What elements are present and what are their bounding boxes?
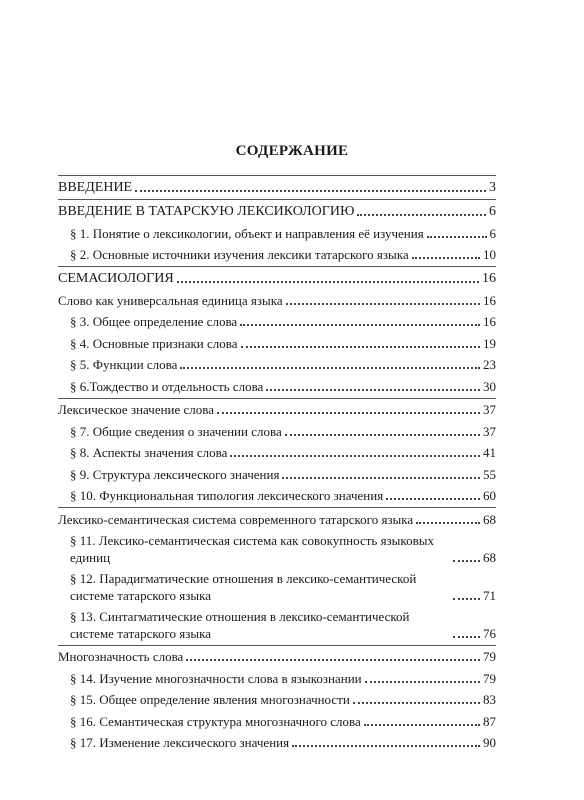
toc-entry[interactable] — [58, 420, 496, 442]
toc-entry-title: § 4. Основные признаки слова — [70, 335, 238, 351]
dot-leader — [453, 598, 480, 600]
toc-entry-title: ВВЕДЕНИЕ В ТАТАРСКУЮ ЛЕКСИКОЛОГИЮ — [58, 204, 355, 219]
toc-entry-page: 83 — [483, 692, 496, 707]
toc-entry-title: § 3. Общее определение слова — [70, 314, 238, 329]
toc-entry-page: 37 — [483, 423, 496, 439]
toc-entry-title: § 15. Общее определение явления многозначности — [70, 692, 350, 707]
dot-leader — [364, 724, 480, 726]
dot-leader — [292, 745, 480, 747]
toc-entry[interactable] — [58, 568, 496, 606]
toc-entry-page: 3 — [489, 180, 496, 195]
toc-entry[interactable] — [58, 354, 496, 376]
toc-entry-title: Лексическое значение слова — [58, 402, 215, 417]
toc-entry-title: § 2. Основные источники изучения лексики татарского языка — [70, 247, 409, 262]
toc-entry-page: 6 — [489, 225, 496, 241]
toc-entry-page: 68 — [483, 511, 496, 527]
dot-leader — [427, 236, 487, 238]
toc-entry[interactable] — [58, 606, 496, 644]
toc-entry[interactable] — [58, 710, 496, 732]
toc-entry-page: 10 — [483, 247, 496, 262]
toc-entry-page: 23 — [483, 357, 496, 372]
toc-entry-title: § 11. Лексико-семантическая система как совокупность языковых единиц — [70, 532, 434, 565]
dot-leader — [453, 560, 480, 562]
toc-entry[interactable] — [58, 375, 496, 397]
toc-entry-title: Многозначность слова — [58, 649, 184, 664]
dot-leader — [180, 367, 480, 369]
toc-entry-title: § 16. Семантическая структура многозначного слова — [70, 713, 361, 729]
toc-entry-page: 68 — [483, 549, 496, 565]
toc-entry[interactable] — [58, 399, 496, 421]
toc-entry-page: 16 — [483, 314, 496, 329]
toc-entry-page: 60 — [483, 488, 496, 503]
dot-leader — [240, 324, 480, 326]
toc-entry-title: § 6.Тождество и отдельность слова — [70, 378, 264, 394]
table-of-contents — [58, 174, 496, 753]
dot-leader — [353, 702, 480, 704]
dot-leader — [135, 190, 486, 192]
toc-entry-title: § 8. Аспекты значения слова — [70, 445, 228, 460]
toc-entry[interactable] — [58, 646, 496, 668]
toc-entry-page: 41 — [483, 445, 496, 460]
dot-leader — [453, 636, 480, 638]
toc-entry-page: 16 — [482, 271, 496, 286]
toc-entry-title: § 12. Парадигматические отношения в лексико-семантической системе татарского языка — [70, 570, 417, 603]
toc-entry-page: 90 — [483, 735, 496, 750]
toc-entry-page: 30 — [483, 378, 496, 394]
toc-entry-title: § 13. Синтагматические отношения в лексико-семантической системе татарского языка — [70, 608, 410, 641]
toc-entry[interactable] — [58, 267, 496, 289]
toc-entry[interactable] — [58, 463, 496, 485]
dot-leader — [230, 455, 480, 457]
dot-leader — [177, 281, 479, 283]
dot-leader — [357, 214, 486, 216]
dot-leader — [286, 303, 480, 305]
toc-entry-title: Слово как универсальная единица языка — [58, 292, 283, 308]
toc-entry[interactable] — [58, 332, 496, 354]
toc-entry-title: СЕМАСИОЛОГИЯ — [58, 271, 174, 286]
toc-entry-title: § 9. Структура лексического значения — [70, 466, 280, 482]
toc-title: СОДЕРЖАНИЕ — [235, 143, 349, 159]
toc-entry[interactable] — [58, 442, 496, 464]
toc-entry-page: 76 — [483, 625, 496, 641]
toc-entry[interactable] — [58, 508, 496, 530]
toc-entry-page: 37 — [483, 402, 496, 417]
toc-entry-title: § 5. Функции слова — [70, 357, 178, 372]
dot-leader — [365, 681, 480, 683]
toc-entry[interactable] — [58, 176, 496, 198]
toc-entry[interactable] — [58, 311, 496, 333]
toc-entry-page: 55 — [483, 466, 496, 482]
toc-entry-page: 71 — [483, 587, 496, 603]
toc-entry-title: § 10. Функциональная типология лексического значения — [70, 488, 384, 503]
toc-entry-title: § 7. Общие сведения о значении слова — [70, 423, 282, 439]
toc-entry-title: ВВЕДЕНИЕ — [58, 180, 133, 195]
toc-entry[interactable] — [58, 289, 496, 311]
toc-entry-page: 19 — [483, 335, 496, 351]
toc-entry[interactable] — [58, 732, 496, 754]
toc-entry[interactable] — [58, 485, 496, 507]
toc-entry[interactable] — [58, 222, 496, 244]
toc-entry[interactable] — [58, 689, 496, 711]
dot-leader — [266, 389, 480, 391]
toc-entry[interactable] — [58, 667, 496, 689]
dot-leader — [186, 659, 480, 661]
dot-leader — [282, 477, 480, 479]
toc-entry-page: 6 — [489, 204, 496, 219]
toc-entry-page: 79 — [483, 670, 496, 686]
toc-entry-title: § 14. Изучение многозначности слова в языкознании — [70, 670, 362, 686]
dot-leader — [412, 257, 480, 259]
toc-entry-title: Лексико-семантическая система современного татарского языка — [58, 511, 414, 527]
toc-entry-title: § 1. Понятие о лексикологии, объект и направления её изучения — [70, 225, 424, 241]
toc-entry[interactable] — [58, 200, 496, 222]
toc-entry-page: 16 — [483, 292, 496, 308]
dot-leader — [416, 522, 480, 524]
dot-leader — [217, 412, 480, 414]
toc-entry[interactable] — [58, 530, 496, 568]
dot-leader — [386, 498, 480, 500]
dot-leader — [241, 346, 480, 348]
toc-entry-title: § 17. Изменение лексического значения — [70, 735, 290, 750]
toc-entry-page: 79 — [483, 649, 496, 664]
toc-entry[interactable] — [58, 244, 496, 266]
toc-entry-page: 87 — [483, 713, 496, 729]
dot-leader — [285, 434, 480, 436]
